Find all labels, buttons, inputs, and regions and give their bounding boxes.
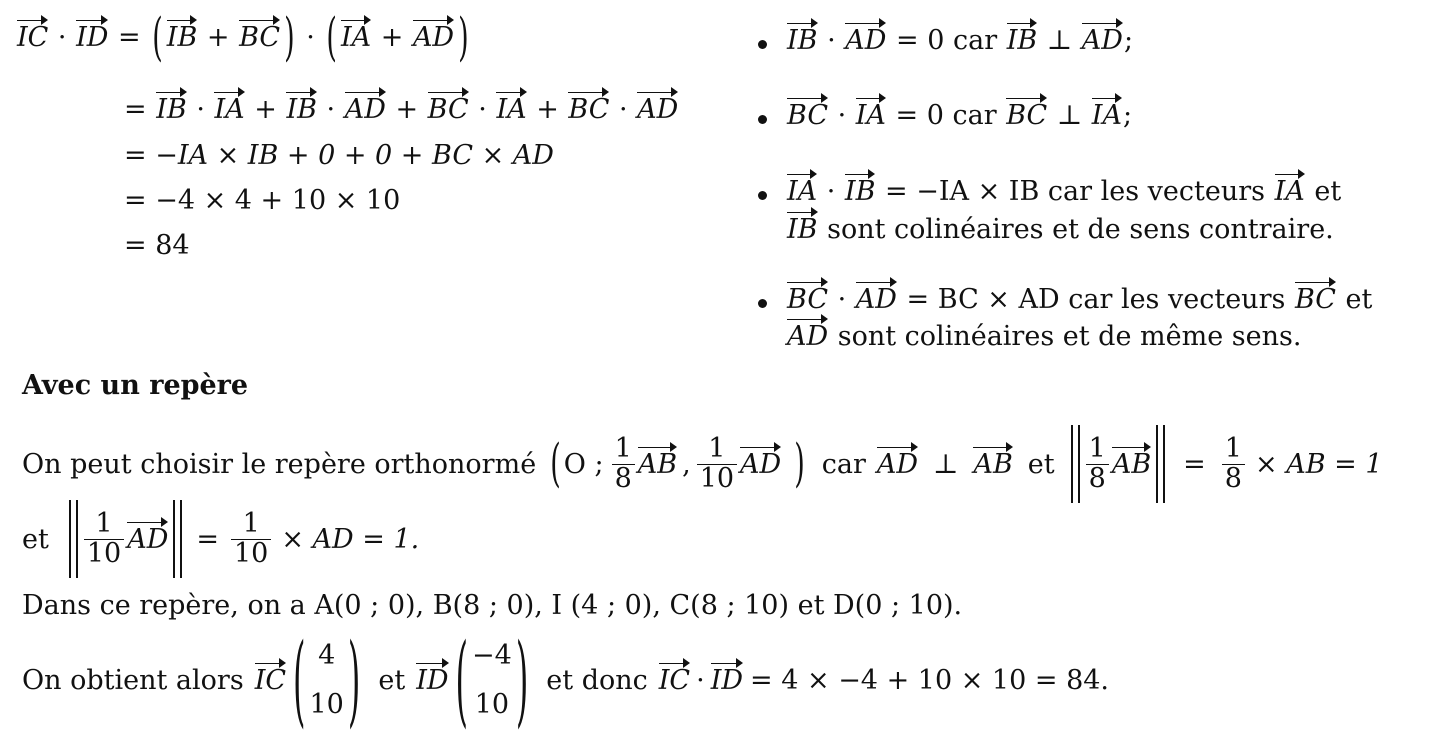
vector-ib: IB bbox=[1006, 25, 1038, 56]
vector-ia: IA bbox=[855, 100, 886, 131]
fraction-1-8: $\frac{1}{8}$ bbox=[1222, 435, 1245, 493]
fraction-1-10: $\frac{1}{10}$ bbox=[231, 510, 271, 568]
vector-ad: AD bbox=[1081, 25, 1123, 56]
calc-line-1: IC · ID = ( IB + BC ) · ( IA + AD ) bbox=[17, 9, 469, 68]
vector-ab: AB bbox=[637, 448, 678, 480]
vector-id: ID bbox=[76, 22, 109, 53]
vector-ic: IC bbox=[658, 664, 691, 696]
vector-bc: BC bbox=[1006, 100, 1048, 131]
fraction-1-10: $\frac{1}{10}$ bbox=[84, 510, 124, 568]
vector-ad: AD bbox=[845, 25, 887, 56]
vector-term: IA bbox=[496, 94, 527, 125]
calc-line-2: = IB · IA + IB · AD + BC · IA + BC · AD bbox=[124, 94, 679, 125]
vector-ic: IC bbox=[17, 22, 49, 53]
vector-ia: IA bbox=[1274, 176, 1305, 207]
vector-id-coordinates: ( −4 10 ) bbox=[455, 621, 529, 739]
vector-ib: IB bbox=[844, 176, 876, 207]
vector-ad: AD bbox=[740, 448, 782, 480]
paragraph-repere: On peut choisir le repère orthonormé ( O ; $\frac{1}{8}$ AB , $\frac{1}{10}$ AD ) car AD ⊥ AB et $\frac{1}{8}$ AB = $\frac{1}{8}$ × AB = 1 bbox=[22, 425, 1383, 503]
vector-term: IB bbox=[156, 94, 187, 125]
vector-ic: IC bbox=[254, 664, 287, 696]
bullet-2: BC · IA = 0 car BC ⊥ IA; bbox=[787, 100, 1133, 131]
paragraph-coordinates: Dans ce repère, on a A(0 ; 0), B(8 ; 0), I (4 ; 0), C(8 ; 10) et D(0 ; 10). bbox=[22, 590, 963, 621]
vector-term: BC bbox=[568, 94, 610, 125]
vector-term: AD bbox=[344, 94, 386, 125]
vector-bc: BC bbox=[787, 100, 829, 131]
vector-ad: AD bbox=[876, 448, 919, 480]
fraction-1-10: $\frac{1}{10}$ bbox=[697, 435, 737, 493]
bullet-1: IB · AD = 0 car IB ⊥ AD; bbox=[787, 25, 1134, 56]
fraction-1-8: $\frac{1}{8}$ bbox=[612, 435, 635, 493]
vector-bc: BC bbox=[239, 22, 281, 53]
norm-bars bbox=[173, 500, 182, 578]
vector-term: BC bbox=[427, 94, 469, 125]
vector-ab: AB bbox=[1111, 448, 1152, 480]
bullet-3-cont: IB sont colinéaires et de sens contraire. bbox=[787, 214, 1334, 245]
vector-ad: AD bbox=[127, 523, 169, 555]
vector-ia: IA bbox=[787, 176, 818, 207]
norm-bars bbox=[1071, 425, 1080, 503]
vector-ia: IA bbox=[1091, 100, 1122, 131]
vector-id: ID bbox=[416, 664, 449, 696]
fraction-1-8: $\frac{1}{8}$ bbox=[1086, 435, 1109, 493]
vector-id: ID bbox=[710, 664, 744, 696]
vector-ad: AD bbox=[787, 321, 829, 352]
calc-line-4: = −4 × 4 + 10 × 10 bbox=[124, 185, 401, 216]
vector-ib: IB bbox=[787, 25, 818, 56]
bullet-dot bbox=[758, 299, 767, 308]
vector-ad: AD bbox=[412, 22, 455, 53]
vector-ad: AD bbox=[855, 284, 897, 315]
section-heading: Avec un repère bbox=[22, 370, 249, 401]
vector-term: IA bbox=[214, 94, 245, 125]
bullet-4: BC · AD = BC × AD car les vecteurs BC et bbox=[787, 284, 1373, 315]
norm-bars bbox=[1156, 425, 1165, 503]
paragraph-result: On obtient alors IC ( 4 10 ) et ID ( −4 10 ) et donc IC · ID = 4 × −4 + 10 × 10 = 84. bbox=[22, 621, 1110, 739]
vector-ib: IB bbox=[787, 214, 818, 245]
vector-ic-coordinates: ( 4 10 ) bbox=[293, 621, 361, 739]
bullet-dot bbox=[758, 191, 767, 200]
vector-term: IB bbox=[286, 94, 317, 125]
paragraph-norm-ad: et $\frac{1}{10}$ AD = $\frac{1}{10}$ × AD = 1. bbox=[22, 500, 419, 578]
norm-bars bbox=[69, 500, 78, 578]
vector-term: AD bbox=[637, 94, 679, 125]
bullet-dot bbox=[758, 40, 767, 49]
vector-ia: IA bbox=[340, 22, 372, 53]
calc-line-3: = −IA × IB + 0 + 0 + BC × AD bbox=[124, 140, 554, 171]
bullet-3: IA · IB = −IA × IB car les vecteurs IA et bbox=[787, 176, 1342, 207]
calc-line-5: = 84 bbox=[124, 230, 190, 261]
bullet-dot bbox=[758, 115, 767, 124]
vector-bc: BC bbox=[1294, 284, 1336, 315]
vector-ib: IB bbox=[166, 22, 198, 53]
vector-bc: BC bbox=[787, 284, 829, 315]
vector-ab: AB bbox=[973, 448, 1013, 480]
bullet-4-cont: AD sont colinéaires et de même sens. bbox=[787, 321, 1302, 352]
